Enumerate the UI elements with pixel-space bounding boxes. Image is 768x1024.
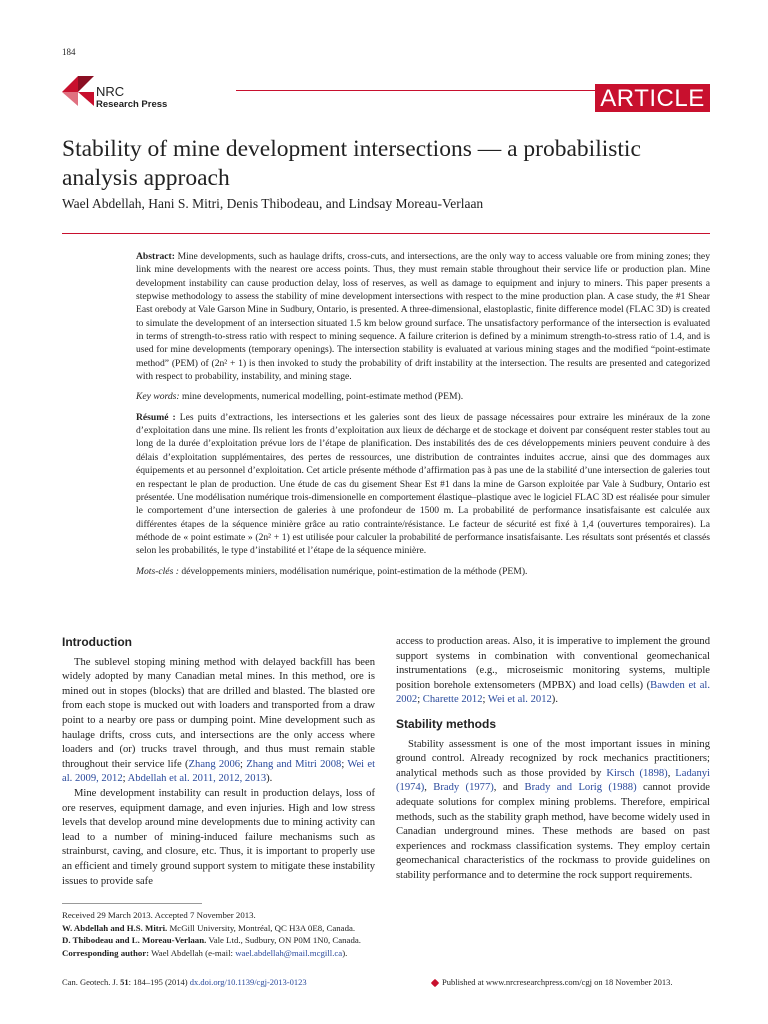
publisher-logo: [62, 70, 202, 118]
intro-paragraph-2: Mine development instability can result in production delays, loss of ore reserves, equipment damage, and even injuries. High and low stress levels that develop around mine developments due to mining activity can lead to a number of mining-induced failure mechanisms such as strainburst, caving, and closure, etc. Thus, it is important to properly use an efficient and timely ground support system to mitigate these instability issues to provide safe: [62, 787, 375, 887]
ref-link[interactable]: Kirsch (1898): [606, 767, 668, 779]
stability-paragraph: Stability assessment is one of the most important issues in mining ground control. Already recognized by rock mechanics practitioners; analytical methods such as those provided by Kirsch (1898), Ladanyi (1974), Brady (1977), and Brady and Lorig (1988) cannot provide adequate solutions for complex mining problems. Therefore, empirical methods, such as the stability graph method, have become widely used in Canadian underground mines. These methods are based on past experiences and rockmass classification systems. They employ certain geomechanical characteristics of the rockmass to provide guidelines on stability performance and to determine the rock support requirements.: [396, 738, 710, 881]
corr-text: ).: [342, 947, 348, 958]
resume-text: Les puits d’extractions, les intersections et les galeries sont des lieux de passage nécessaires pour extraire les minéraux de la zone d’exploitation dans une mine. Ils relient les fronts d’exploitation aux lieux de décharge et de stockage et doivent par conséquent rester stables tout au long de la durée d’exploitation prévue lors de l’étape de planification. Des instabilités des de ces développements miniers peuvent conduire à des délais d’exploitation supplémentaires, des pertes de ressources, une distribution de contraintes induites accrue, ainsi que des dommages aux équipements et au personnel d’exploitation. Cet article présente méthode d’affirmation pas à pas une de la stabilité d’une intersection de galeries tout en respectant le plan de production. Une étude de cas du gisement Shear Est #1 dans la mine de Garson exploitée par Vale à Sudbury, Ontario est présentée. Une modélisation numérique trois-dimensionelle en comportement élastique–plastique avec le logiciel FLAC 3D est réalisée pour simuler le comportement d’une intersection de galeries à une profondeur de 1500 m. La probabilité de performance insatisfaisante est calculée aux différentes étapes de la séquence minière grâce au ratio contrainte/résistance. Le facteur de sécurité est fixé à 1,4 (ouvertures temporaires). La méthode de « point estimate » (2n² + 1) est utilisée pour calculer la probabilité de performance insatisfaisante. Les résultats sont présentés et classés selon les probabilités, le type d’instabilité et l’étape de la séquence minière.: [136, 411, 710, 557]
keywords: [136, 390, 710, 403]
affiliation-2: [62, 934, 462, 947]
footnotes: [62, 909, 462, 959]
section-heading-stability-methods: Stability methods: [396, 716, 497, 731]
corresponding-author: [62, 947, 462, 960]
corr-text: Wael Abdellah (e-mail:: [149, 947, 236, 958]
ref-link[interactable]: Abdellah et al. 2011, 2012, 2013: [127, 773, 267, 785]
affiliation-1: [62, 922, 462, 935]
stability-text: cannot provide adequate solutions for complex mining problems. Therefore, empirical methods, such as the stability graph method, have become widely used in Canadian underground mines. These methods are based on past experiences and rockmass classification systems. They employ certain geomechanical characteristics of the rockmass to provide guidelines on stability performance and to determine the rock support requirements.: [396, 782, 710, 881]
resume-paragraph: [136, 411, 710, 558]
author-list: Wael Abdellah, Hani S. Mitri, Denis Thibodeau, and Lindsay Moreau-Verlaan: [62, 196, 484, 211]
paper-title: Stability of mine development intersections — a probabilistic analysis approach: [62, 136, 641, 191]
nrc-logo-icon: [62, 70, 94, 106]
abstract-text: Mine developments, such as haulage drifts, cross-cuts, and intersections, are the only way to access valuable ore from mining zones; they link mine developments with the nearest ore access points. Thus, they must remain stable throughout their service life or production plan. Mine development instability can cause production delay, loss of reserves, as well as damage to equipment and injury to miners. This paper presents a stepwise methodology to assess the stability of mine development intersections with respect to the mine production plan. A case study, the #1 Shear East orebody at Vale Garson Mine in Sudbury, Ontario, is presented. A three-dimensional, elastoplastic, finite difference model (FLAC 3D) is created to simulate the development of an intersection situated 1.5 km below ground surface. The unsatisfactory performance of the intersection is evaluated in terms of strength-to-stress ratio with respect to mining sequence. A failure criterion is defined by a minimum strength-to-stress ratio of 1.4, and is used for mine developments (temporary openings). The intersection stability is evaluated at various mining stages and the modified “point-estimate method” (PEM) of (2n² + 1) is then invoked to study the probability of drift instability at the intersection. The results are presented and categorized with respect to probability, instability, and mining stage.: [136, 251, 710, 383]
intro-text: ).: [551, 694, 558, 706]
ref-link[interactable]: Wei et al. 2009, 2012: [62, 758, 376, 785]
ref-link[interactable]: Ladanyi (1974): [396, 767, 710, 794]
intro-text: access to production areas. Also, it is imperative to implement the ground support systems in combination with conventional geomechanical instrumentations (e.g., microseismic monitoring systems, multiple position borehole extensometers (MPBX) and load cells) (: [396, 636, 710, 691]
keywords-text: mine developments, numerical modelling, point-estimate method (PEM).: [182, 391, 464, 403]
ref-link[interactable]: Wei et al. 2012: [487, 694, 552, 706]
email-link[interactable]: wael.abdellah@mail.mcgill.ca: [235, 947, 343, 958]
abstract-paragraph: [136, 250, 710, 383]
resume-label: Résumé :: [136, 411, 176, 423]
corr-label: Corresponding author:: [62, 947, 150, 958]
motscles: [136, 565, 710, 578]
motscles-text: développements miniers, modélisation numérique, point-estimation de la méthode (PEM).: [181, 565, 528, 577]
published-text: Published at www.nrcresearchpress.com/cgj on 18 November 2013.: [442, 977, 673, 987]
affiliation-text: McGill University, Montréal, QC H3A 0E8, Canada.: [167, 922, 356, 933]
intro-text: ).: [266, 773, 273, 785]
publisher-subtitle: Research Press: [96, 99, 168, 110]
ref-link[interactable]: Charette 2012: [422, 694, 483, 706]
affiliation-names: D. Thibodeau and L. Moreau-Verlaan.: [62, 935, 207, 946]
ref-link[interactable]: Zhang 2006: [188, 758, 241, 770]
ref-link[interactable]: Brady (1977): [433, 782, 494, 794]
keywords-label: Key words:: [136, 391, 180, 403]
pages-year: : 184–195 (2014): [128, 977, 190, 987]
stability-text: Stability assessment is one of the most important issues in mining ground control. Already recognized by rock mechanics practitioners; analytical methods such as those provided by: [396, 738, 710, 779]
title-rule: [62, 233, 710, 234]
intro-paragraph-1: The sublevel stoping mining method with delayed backfill has been widely adopted by many Canadian metal mines. In this method, ore is mined out in stopes (blocks) that are drilled and blasted. The blasted ore from each stope is mucked out with loaders and transported from a draw point to a nearby ore pass or dumping point. Mine development such as haulage drifts, cross cuts, and intersections are the only access where loaders and (or) trucks travel through, and thus must remain stable throughout their service life (Zhang 2006; Zhang and Mitri 2008; Wei et al. 2009, 2012; Abdellah et al. 2011, 2012, 2013).: [62, 656, 376, 785]
affiliation-text: Vale Ltd., Sudbury, ON P0M 1N0, Canada.: [206, 935, 361, 946]
volume-number: 51: [120, 977, 129, 987]
ref-link[interactable]: Zhang and Mitri 2008: [246, 758, 342, 770]
bullet-icon: [431, 979, 439, 987]
received-line: Received 29 March 2013. Accepted 7 November 2013.: [62, 910, 256, 920]
page-number: 184: [62, 47, 76, 57]
column-right: [396, 635, 710, 884]
ref-link[interactable]: Brady and Lorig (1988): [524, 782, 637, 794]
motscles-label: Mots-clés :: [136, 565, 179, 577]
citation-line: [62, 977, 307, 987]
affiliation-names: W. Abdellah and H.S. Mitri.: [62, 922, 168, 933]
section-heading-introduction: Introduction: [62, 635, 132, 649]
doi-link[interactable]: dx.doi.org/10.1139/cgj-2013-0123: [189, 977, 307, 987]
column-left: [62, 635, 375, 889]
intro-continuation: access to production areas. Also, it is imperative to implement the ground support systems in combination with conventional geomechanical instrumentations (e.g., microseismic monitoring systems, multiple position borehole extensometers (MPBX) and load cells) (Bawden et al. 2002; Charette 2012; Wei et al. 2012).: [396, 636, 710, 706]
abstract-block: [136, 250, 710, 585]
footnote-rule: [62, 903, 202, 904]
published-line: [432, 977, 673, 987]
publisher-name: NRC: [96, 84, 125, 99]
ref-link[interactable]: Bawden et al. 2002: [396, 679, 710, 706]
intro-text: The sublevel stoping mining method with delayed backfill has been widely adopted by many Canadian metal mines. In this method, ore is mined out in stopes (blocks) that are drilled and blasted. The blasted ore from each stope is mucked out with loaders and transported from a draw point to a nearby ore pass or dumping point. Mine development such as haulage drifts, cross cuts, and intersections are the only access where loaders and (or) trucks travel through, and thus must remain stable throughout their service life (: [62, 656, 375, 770]
article-label: ARTICLE: [600, 85, 705, 112]
abstract-label: Abstract:: [136, 251, 175, 262]
journal-name: Can. Geotech. J.: [62, 977, 121, 987]
